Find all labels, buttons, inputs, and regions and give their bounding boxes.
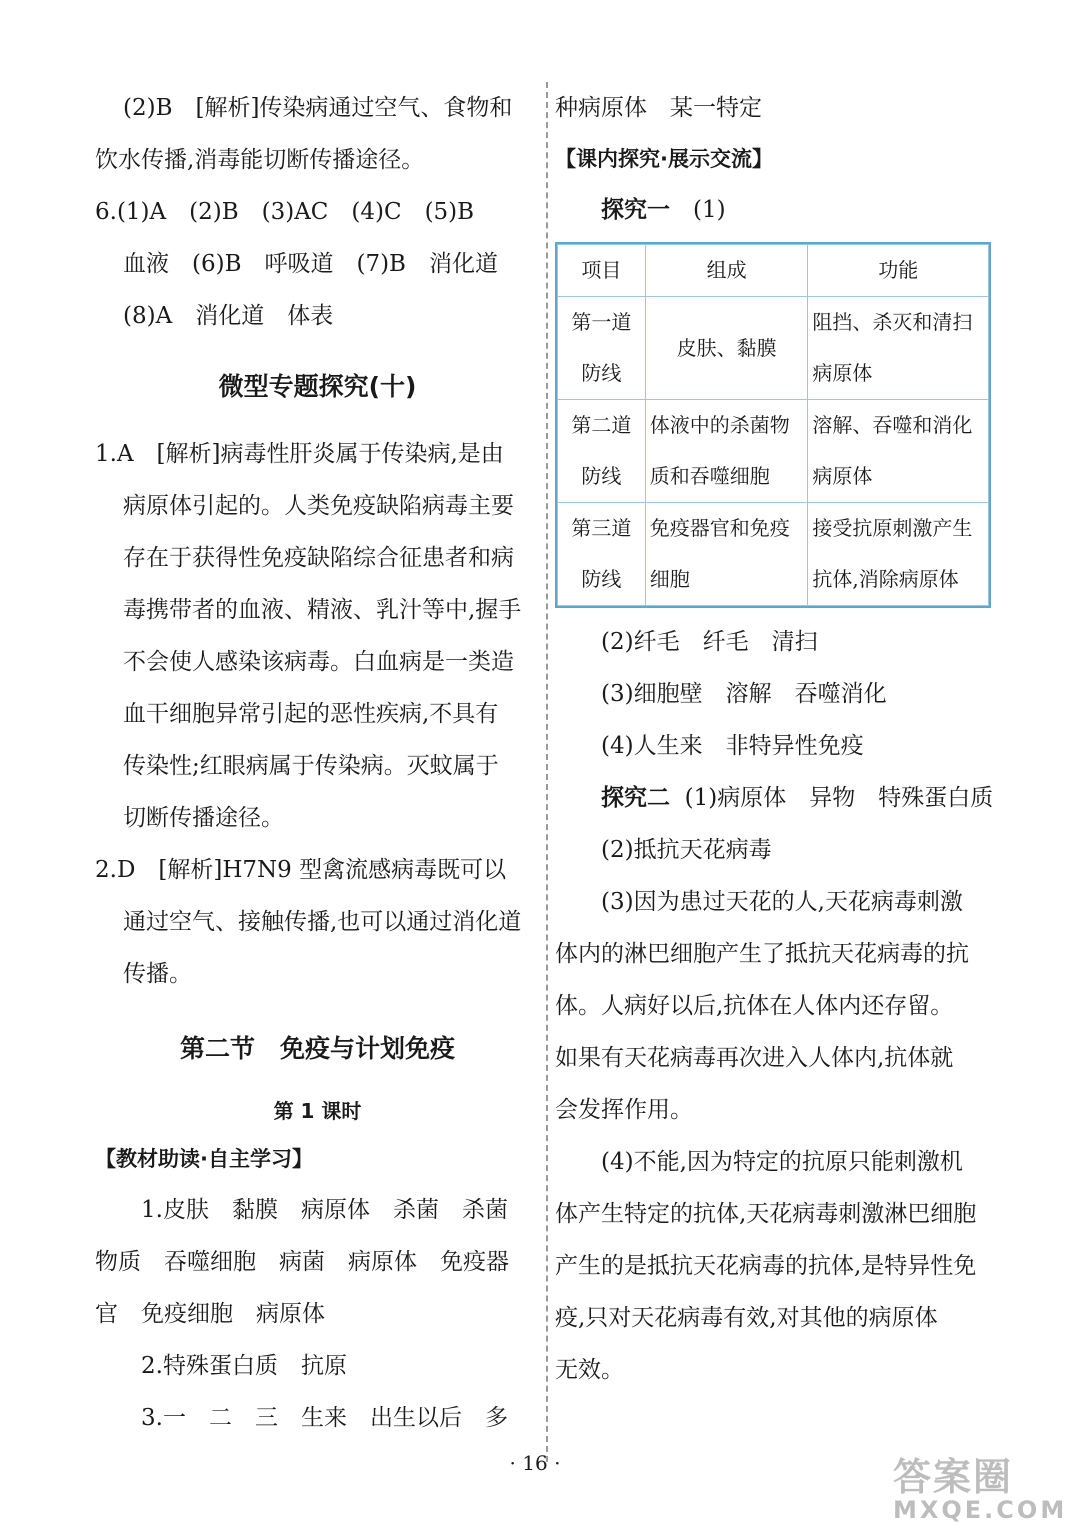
explore-1-answers: (2)纤毛 纤毛 清扫 (3)细胞壁 溶解 吞噬消化 (4)人生来 非特异性免疫: [601, 629, 887, 759]
left-column: [95, 82, 540, 1444]
explore-2-answer-4: (4)不能,因为特定的抗原只能刺激机 体产生特定的抗体,天花病毒刺激淋巴细胞 产生的是抵抗天花病毒的抗体,是特异性免 疫,只对天花病毒有效,对其他的病原体 无效。: [555, 1149, 977, 1383]
table-cell: 阻挡、杀灭和清扫 病原体: [808, 297, 989, 400]
table-cell: 接受抗原刺激产生 抗体,消除病原体: [808, 503, 989, 606]
table-header-cell: 组成: [645, 245, 808, 297]
right-column: [555, 82, 995, 1396]
answer-5-2: (2)B [解析]传染病通过空气、食物和 饮水传播,消毒能切断传播途径。: [95, 95, 513, 173]
table-cell: 第一道 防线: [558, 297, 646, 400]
special-topic-title: 微型专题探究(十): [218, 372, 417, 401]
table-row: [558, 400, 989, 503]
study-answer-1: 1.皮肤 黏膜 病原体 杀菌 杀菌 物质 吞噬细胞 病菌 病原体 免疫器 官 免疫细胞 病原体: [95, 1197, 509, 1327]
table-row: [558, 297, 989, 400]
explore-section-header: 【课内探究·展示交流】: [555, 147, 773, 171]
study-answer-3: 3.一 二 三 生来 出生以后 多: [141, 1405, 508, 1431]
section-title: 第二节 免疫与计划免疫: [179, 1034, 455, 1063]
table-row: [558, 503, 989, 606]
explore-2-answer-3: (3)因为患过天花的人,天花病毒刺激 体内的淋巴细胞产生了抵抗天花病毒的抗 体。人病好以后,抗体在人体内还存留。 如果有天花病毒再次进入人体内,抗体就 会发挥作用。: [555, 889, 969, 1123]
explore-2-answer-2: (2)抵抗天花病毒: [601, 837, 772, 863]
table-cell: 免疫器官和免疫 细胞: [645, 503, 808, 606]
watermark-logo: 答案圈 MXQE.COM: [893, 1455, 1068, 1524]
table-header-row: [558, 245, 989, 297]
table-cell: 溶解、吞噬和消化 病原体: [808, 400, 989, 503]
table-cell: 皮肤、黏膜: [645, 297, 808, 400]
lesson-title: 第 1 课时: [273, 1099, 362, 1123]
defense-lines-table: [557, 244, 989, 606]
table-header-cell: 项目: [558, 245, 646, 297]
special-answer-1: 1.A [解析]病毒性肝炎属于传染病,是由 病原体引起的。人类免疫缺陷病毒主要 存在于获得性免疫缺陷综合征患者和病 毒携带者的血液、精液、乳汁等中,握手 不会使人感染该病毒。白血病是一类造 血干细胞异常引起的恶性疾病,不具有 传染性;红眼病属于传染病。灭蚊属于 切断传播途径。: [95, 441, 522, 831]
column-divider: [546, 82, 548, 1462]
special-answer-2: 2.D [解析]H7N9 型禽流感病毒既可以 通过空气、接触传播,也可以通过消化道 传播。: [95, 857, 522, 987]
table-cell: 第三道 防线: [558, 503, 646, 606]
table-cell: 体液中的杀菌物 质和吞噬细胞: [645, 400, 808, 503]
study-answer-3-continued: 种病原体 某一特定: [555, 95, 762, 121]
table-cell: 第二道 防线: [558, 400, 646, 503]
explore-2-heading: 探究二 (1)病原体 异物 特殊蛋白质: [601, 785, 994, 811]
answer-6: 6.(1)A (2)B (3)AC (4)C (5)B 血液 (6)B 呼吸道 (7)B 消化道 (8)A 消化道 体表: [95, 199, 498, 329]
table-header-cell: 功能: [808, 245, 989, 297]
explore-1-heading: 探究一 (1): [601, 197, 726, 223]
page-number: · 16 ·: [509, 1451, 561, 1475]
study-answer-2: 2.特殊蛋白质 抗原: [141, 1353, 347, 1379]
study-section-header: 【教材助读·自主学习】: [95, 1147, 313, 1171]
